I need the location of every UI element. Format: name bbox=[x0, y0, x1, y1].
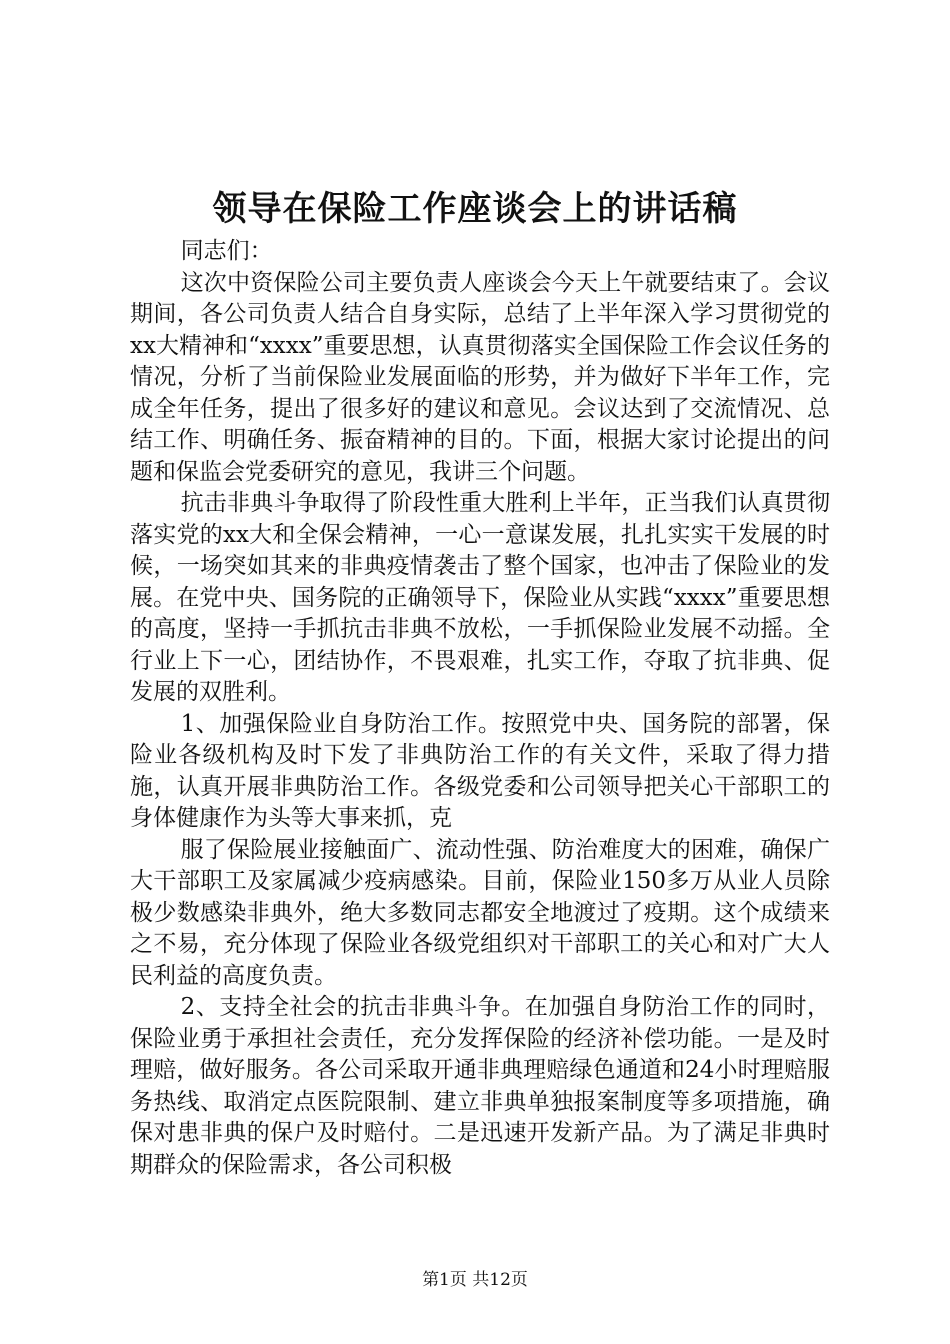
paragraph: 1、加强保险业自身防治工作。按照党中央、国务院的部署，保险业各级机构及时下发了非典防治工作的有关文件，采取了得力措施，认真开展非典防治工作。各级党委和公司领导把关心干部职工的身体健康作为头等大事来抓，克 bbox=[130, 710, 830, 831]
paragraph: 抗击非典斗争取得了阶段性重大胜利上半年，正当我们认真贯彻落实党的xx大和全保会精神，一心一意谋发展，扎扎实实干发展的时候，一场突如其来的非典疫情袭击了整个国家，也冲击了保险业的发展。在党中央、国务院的正确领导下，保险业从实践“xxxx”重要思想的高度，坚持一手抓抗击非典不放松，一手抓保险业发展不动摇。全行业上下一心，团结协作，不畏艰难，扎实工作，夺取了抗非典、促发展的双胜利。 bbox=[130, 490, 830, 705]
document-body bbox=[130, 236, 830, 1181]
paragraph: 这次中资保险公司主要负责人座谈会今天上午就要结束了。会议期间，各公司负责人结合自身实际，总结了上半年深入学习贯彻党的xx大精神和“xxxx”重要思想，认真贯彻落实全国保险工作会议任务的情况，分析了当前保险业发展面临的形势，并为做好下半年工作，完成全年任务，提出了很多好的建议和意见。会议达到了交流情况、总结工作、明确任务、振奋精神的目的。下面，根据大家讨论提出的问题和保监会党委研究的意见，我讲三个问题。 bbox=[130, 269, 830, 485]
page-number: 第1页 共12页 bbox=[422, 1270, 528, 1290]
document-title: 领导在保险工作座谈会上的讲话稿 bbox=[212, 189, 738, 229]
greeting: 同志们： bbox=[180, 238, 273, 264]
paragraph: 服了保险展业接触面广、流动性强、防治难度大的困难，确保广大干部职工及家属减少疫病感染。目前，保险业150多万从业人员除极少数感染非典外，绝大多数同志都安全地渡过了疫期。这个成绩来之不易，充分体现了保险业各级党组织对干部职工的关心和对广大人民利益的高度负责。 bbox=[130, 836, 830, 989]
paragraph: 2、支持全社会的抗击非典斗争。在加强自身防治工作的同时，保险业勇于承担社会责任，充分发挥保险的经济补偿功能。一是及时理赔，做好服务。各公司采取开通非典理赔绿色通道和24小时理赔服务热线、取消定点医院限制、建立非典单独报案制度等多项措施，确保对患非典的保户及时赔付。二是迅速开发新产品。为了满足非典时期群众的保险需求，各公司积极 bbox=[130, 994, 830, 1178]
